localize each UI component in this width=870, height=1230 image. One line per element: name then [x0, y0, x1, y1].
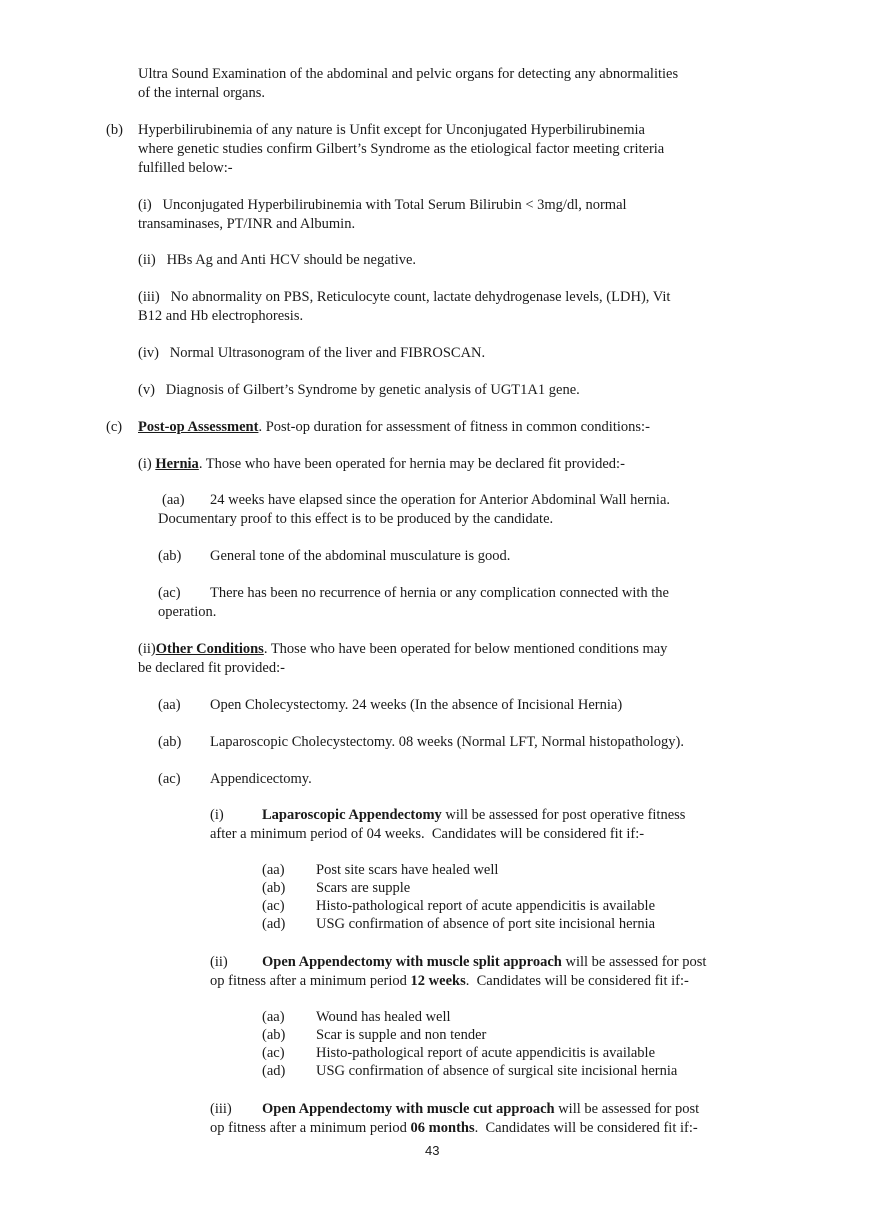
lap-rest: will be assessed for post operative fitness: [441, 807, 686, 823]
section-b-marker: (b): [106, 122, 123, 138]
lap-ac-text: Histo-pathological report of acute appendicitis is available: [316, 898, 656, 914]
lap-aa-marker: (aa): [262, 862, 285, 878]
criteria-iii-line-1: (iii) No abnormality on PBS, Reticulocyte count, lactate dehydrogenase levels, (LDH), Vit: [138, 289, 671, 305]
hernia-aa-marker: (aa): [162, 492, 185, 508]
other-conditions-rest: . Those who have been operated for below mentioned conditions may: [263, 641, 668, 657]
hernia-ac-line-2: operation.: [158, 604, 217, 620]
section-c-heading-line: [138, 418, 650, 437]
split-ab-marker: (ab): [262, 1027, 286, 1043]
criteria-i-line-1: (i) Unconjugated Hyperbilirubinemia with Total Serum Bilirubin < 3mg/dl, normal: [138, 197, 627, 213]
other-conditions-heading: Other Conditions: [155, 641, 264, 657]
section-c-heading-rest: . Post-op duration for assessment of fitness in common conditions:-: [258, 419, 650, 435]
lap-line-1: [262, 806, 685, 825]
hernia-ac-marker: (ac): [158, 585, 181, 601]
section-b-line-2: where genetic studies confirm Gilbert’s Syndrome as the etiological factor meeting criteria: [138, 141, 665, 157]
hernia-heading-line: [138, 455, 625, 474]
intro-line-2: of the internal organs.: [138, 85, 265, 101]
lap-ab-text: Scars are supple: [316, 880, 411, 896]
cut-line-2-b: . Candidates will be considered fit if:-: [474, 1120, 698, 1136]
split-period: 12 weeks: [410, 973, 466, 989]
lap-marker: (i): [210, 807, 224, 823]
criteria-i-line-2: transaminases, PT/INR and Albumin.: [138, 216, 356, 232]
other-ac-text: Appendicectomy.: [210, 771, 312, 787]
other-ac-marker: (ac): [158, 771, 181, 787]
split-line-2-a: op fitness after a minimum period: [210, 973, 411, 989]
hernia-aa-line-1: 24 weeks have elapsed since the operation for Anterior Abdominal Wall hernia.: [210, 492, 671, 508]
hernia-ac-line-1: There has been no recurrence of hernia or any complication connected with the: [210, 585, 669, 601]
lap-ac-marker: (ac): [262, 898, 285, 914]
section-b-line-3: fulfilled below:-: [138, 160, 233, 176]
split-rest: will be assessed for post: [561, 954, 707, 970]
split-aa-text: Wound has healed well: [316, 1009, 451, 1025]
section-c-marker: (c): [106, 419, 123, 435]
lap-aa-text: Post site scars have healed well: [316, 862, 499, 878]
cut-marker: (iii): [210, 1101, 232, 1117]
lap-ad-marker: (ad): [262, 916, 286, 932]
split-line-2-b: . Candidates will be considered fit if:-: [465, 973, 689, 989]
split-line-2: [210, 972, 689, 991]
lap-heading: Laparoscopic Appendectomy: [262, 807, 442, 823]
hernia-ab-text: General tone of the abdominal musculature is good.: [210, 548, 511, 564]
criteria-iv: (iv) Normal Ultrasonogram of the liver and FIBROSCAN.: [138, 345, 486, 361]
other-aa-marker: (aa): [158, 697, 181, 713]
section-b-line-1: Hyperbilirubinemia of any nature is Unfit except for Unconjugated Hyperbilirubinemia: [138, 122, 645, 138]
cut-rest: will be assessed for post: [554, 1101, 700, 1117]
other-ab-marker: (ab): [158, 734, 182, 750]
hernia-ab-marker: (ab): [158, 548, 182, 564]
criteria-ii: (ii) HBs Ag and Anti HCV should be negative.: [138, 252, 417, 268]
cut-line-2: [210, 1119, 698, 1138]
hernia-prefix: (i): [138, 456, 156, 472]
criteria-v: (v) Diagnosis of Gilbert’s Syndrome by genetic analysis of UGT1A1 gene.: [138, 382, 580, 398]
other-prefix: (ii): [138, 641, 156, 657]
split-ab-text: Scar is supple and non tender: [316, 1027, 487, 1043]
lap-line-2: after a minimum period of 04 weeks. Candidates will be considered fit if:-: [210, 826, 645, 842]
hernia-heading: Hernia: [155, 456, 199, 472]
split-aa-marker: (aa): [262, 1009, 285, 1025]
other-conditions-heading-line: [138, 640, 667, 659]
lap-ab-marker: (ab): [262, 880, 286, 896]
hernia-aa-line-2: Documentary proof to this effect is to be produced by the candidate.: [158, 511, 554, 527]
split-line-1: [262, 953, 706, 972]
other-aa-text: Open Cholecystectomy. 24 weeks (In the absence of Incisional Hernia): [210, 697, 623, 713]
lap-ad-text: USG confirmation of absence of port site incisional hernia: [316, 916, 656, 932]
other-conditions-line-2: be declared fit provided:-: [138, 660, 285, 676]
other-ab-text: Laparoscopic Cholecystectomy. 08 weeks (Normal LFT, Normal histopathology).: [210, 734, 684, 750]
split-ad-text: USG confirmation of absence of surgical site incisional hernia: [316, 1063, 678, 1079]
split-marker: (ii): [210, 954, 228, 970]
cut-line-1: [262, 1100, 699, 1119]
hernia-rest: . Those who have been operated for hernia may be declared fit provided:-: [198, 456, 625, 472]
criteria-iii-line-2: B12 and Hb electrophoresis.: [138, 308, 304, 324]
split-ac-marker: (ac): [262, 1045, 285, 1061]
post-op-assessment-heading: Post-op Assessment: [138, 419, 259, 435]
cut-period: 06 months: [410, 1120, 475, 1136]
page-number: 43: [425, 1143, 440, 1158]
cut-line-2-a: op fitness after a minimum period: [210, 1120, 411, 1136]
cut-heading: Open Appendectomy with muscle cut approach: [262, 1101, 555, 1117]
split-ac-text: Histo-pathological report of acute appendicitis is available: [316, 1045, 656, 1061]
split-ad-marker: (ad): [262, 1063, 286, 1079]
intro-line-1: Ultra Sound Examination of the abdominal and pelvic organs for detecting any abnormalities: [138, 66, 679, 82]
split-heading: Open Appendectomy with muscle split approach: [262, 954, 562, 970]
